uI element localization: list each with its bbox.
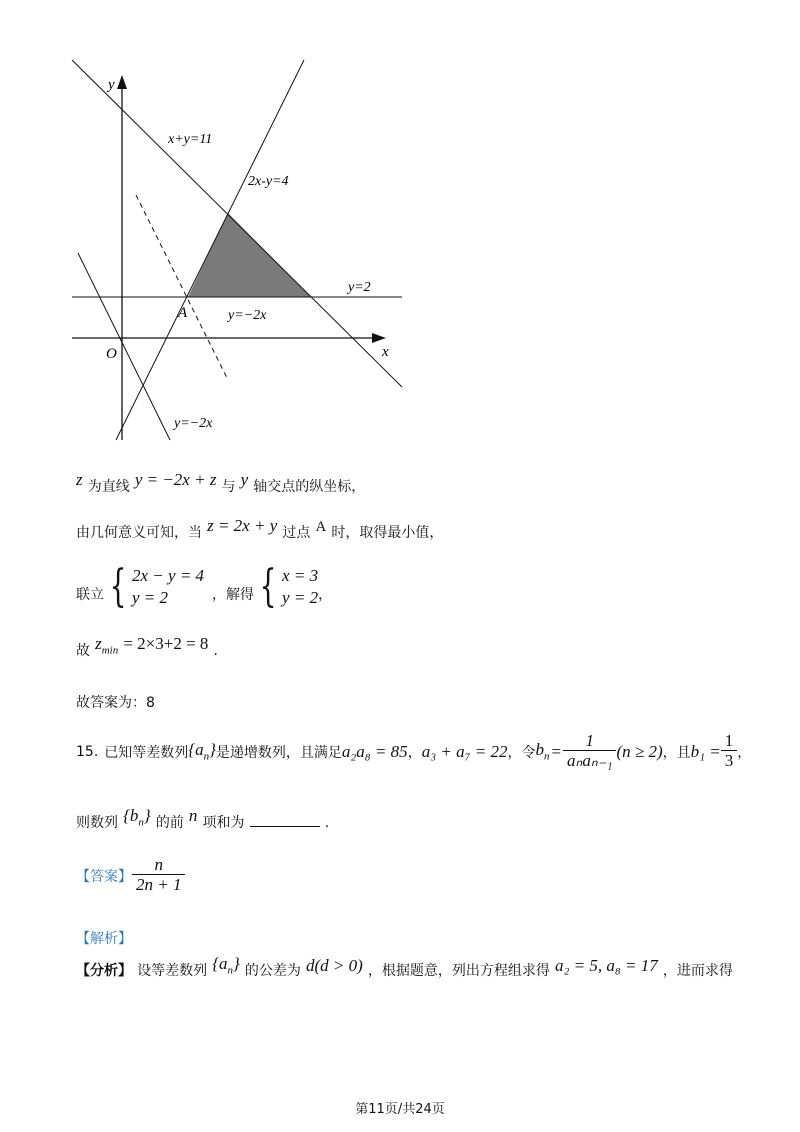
question-15-line-2 [76,806,330,834]
text: 项和为 [202,815,245,831]
equation-system: { 2x − y = 4 y = 2 [109,561,205,612]
equation: y = 2 [132,588,169,607]
answer-fraction: $\frac{n}{2n + 1}$ [132,856,185,895]
var-n: n [188,806,198,825]
text: 设等差数列 [137,963,208,979]
question-number: 15. [76,743,99,760]
answer-tag: 【答案】 [76,868,132,885]
text: 已知等差数列 [104,744,189,761]
b-1: b₁ = [690,741,721,761]
line-sum-label: x+y=11 [168,132,213,147]
solution-line-2 [76,516,444,542]
solved-terms: a₂ = 5, a₈ = 17 [554,956,658,975]
equals: = [551,741,562,761]
question-15-line-1 [76,732,751,771]
text: . [324,815,330,831]
equation: = 2×3+2 = 8 [123,634,209,653]
analysis-line [76,954,733,982]
equation: z = 2x + y [207,516,278,535]
var-y: y [240,470,249,489]
text: 则数列 [76,815,118,831]
analysis-tag: 【解析】 [76,931,132,947]
text: 的公差为 [244,963,301,979]
fraction-bn: $\frac{1}{\text{aₙaₙ₋₁}}$ [563,732,616,771]
sequence-a: $\{a_n\}$ [212,954,240,977]
equation: x = 3 [282,566,319,585]
equation: y = −2x + z [134,470,217,489]
feasible-region-figure [60,55,420,455]
line-y2-label: y=2 [348,280,371,295]
text: ，令 [507,744,536,761]
solution-system: { x = 3 y = 2 [259,561,319,612]
common-difference: d(d > 0) [306,956,363,975]
point-a-label: A [178,305,188,321]
text: 为直线 [87,479,130,495]
solution-line-4 [76,634,218,662]
line-objective-origin [78,253,170,440]
text: 是递增数列，且满足 [215,744,342,761]
text: 故 [76,643,90,659]
line-obj2-label: y=−2x [174,416,213,431]
solution-line-1 [76,470,366,496]
text: ，进而求得 [662,963,733,979]
text: 联立 [76,587,104,603]
solution-line-3 [76,561,333,612]
y-axis-label: y [108,77,115,93]
final-answer-line: 故答案为：8 [76,695,155,711]
text: ， [318,587,333,603]
text: 时，取得最小值， [331,525,444,541]
equation: y = 2 [282,588,319,607]
fraction-one-third: $\frac{1}{3}$ [721,732,738,771]
text: ，根据题意，列出方程组求得 [367,963,550,979]
analysis-label: 【分析】 [76,963,132,979]
z-min [95,634,119,657]
var-z: z [76,470,83,489]
feasible-region [188,213,311,297]
text: 与 [221,479,236,495]
equation: 2x − y = 4 [132,566,205,585]
page-footer: 第11页/共24页 [355,1102,445,1117]
line-obj-label: y=−2x [228,308,267,323]
text: 轴交点的纵坐标， [253,479,366,495]
answer-blank [250,812,320,827]
x-axis-label: x [382,344,389,360]
x-axis-arrow [372,333,386,343]
answer-line [76,856,185,895]
condition-1: a₂a₈ = 85 [341,741,408,761]
var-z: z [95,634,102,653]
point-a: A [315,519,327,535]
y-axis-arrow [117,75,127,89]
condition-n: (n ≥ 2) [616,741,663,761]
condition-2: a₃ + a₇ = 22 [421,741,508,761]
line-2x-label: 2x-y=4 [248,174,289,189]
subscript: min [101,644,119,657]
sequence-b: $\{b_n\}$ [123,806,151,829]
sequence-a: $\{a_n\}$ [188,740,216,763]
b-n: $b_n$ [535,740,550,763]
text: 由几何意义可知，当 [76,525,202,541]
line-2x-minus-y-4 [116,60,304,440]
text: ， [407,744,422,761]
text: ， [737,744,752,761]
text: ，且 [662,744,691,761]
origin-label: O [106,346,117,362]
text: . [213,643,218,659]
text: ，解得 [212,587,255,603]
text: 过点 [282,525,311,541]
text: 的前 [155,815,184,831]
